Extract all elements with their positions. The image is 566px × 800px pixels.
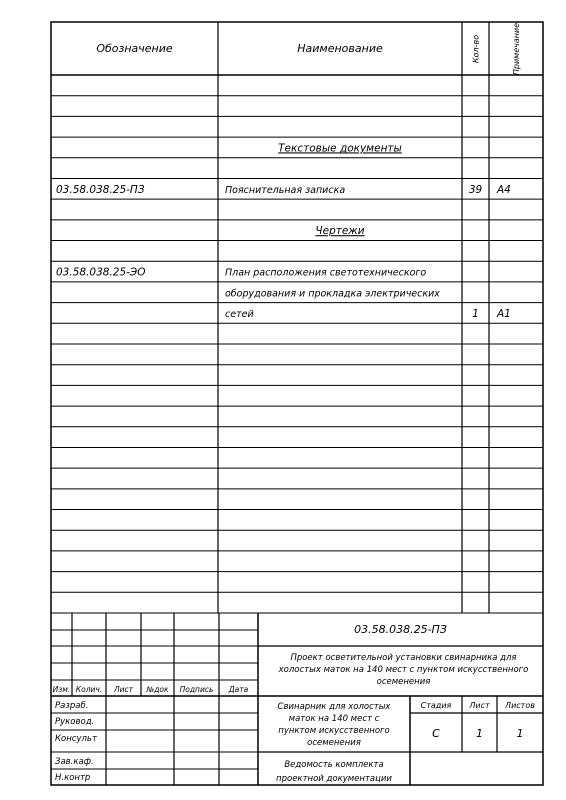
row-qty: 1 bbox=[472, 307, 479, 320]
object-name: осеменения bbox=[307, 738, 361, 748]
role-label: Н.контр bbox=[55, 773, 91, 783]
role-label: Руковод. bbox=[55, 717, 95, 727]
row-note: А1 bbox=[497, 307, 511, 320]
revision-col-label: №док bbox=[146, 685, 169, 694]
row-note: А4 bbox=[497, 183, 511, 196]
doc-title: Ведомость комплекта bbox=[284, 760, 384, 770]
role-label: Разраб. bbox=[55, 701, 89, 711]
revision-col-label: Подпись bbox=[179, 685, 214, 694]
revision-col-label: Дата bbox=[228, 685, 249, 694]
sheets-value: 1 bbox=[516, 727, 524, 740]
section-heading: Чертежи bbox=[315, 225, 365, 238]
header-note: Примечание bbox=[512, 22, 521, 76]
doc-code: 03.58.038.25-ПЗ bbox=[354, 623, 447, 636]
project-title: Проект осветительной установки свинарника для bbox=[290, 653, 517, 663]
sheets-label: Листов bbox=[505, 701, 535, 710]
row-designation: 03.58.038.25-ПЗ bbox=[56, 183, 145, 196]
role-label: Зав.каф. bbox=[55, 757, 94, 767]
stage-label: Стадия bbox=[420, 701, 452, 710]
project-title: холостых маток на 140 мест с пунктом искусственного bbox=[278, 665, 529, 675]
row-name: Пояснительная записка bbox=[225, 184, 346, 196]
row-designation: 03.58.038.25-ЭО bbox=[56, 266, 146, 279]
object-name: Свинарник для холостых bbox=[277, 702, 391, 712]
stage-value: С bbox=[432, 727, 440, 740]
row-name: План расположения светотехнического bbox=[225, 267, 427, 279]
project-title: осеменения bbox=[376, 677, 431, 687]
row-qty: 39 bbox=[468, 183, 483, 196]
row-name: оборудования и прокладка электрических bbox=[225, 288, 440, 300]
section-heading: Текстовые документы bbox=[278, 142, 402, 155]
header-name: Наименование bbox=[297, 42, 383, 55]
object-name: маток на 140 мест с bbox=[288, 714, 380, 724]
sheet-value: 1 bbox=[476, 727, 483, 740]
role-label: Консульт bbox=[55, 734, 97, 744]
row-name: сетей bbox=[225, 308, 254, 320]
revision-col-label: Лист bbox=[113, 685, 134, 694]
revision-col-label: Колич. bbox=[75, 685, 103, 694]
header-qty: Кол-во bbox=[471, 34, 481, 64]
sheet-label: Лист bbox=[469, 701, 490, 710]
revision-col-label: Изм. bbox=[52, 685, 71, 694]
object-name: пунктом искусственного bbox=[278, 726, 390, 736]
doc-title: проектной документации bbox=[276, 774, 392, 784]
header-designation: Обозначение bbox=[96, 42, 173, 55]
